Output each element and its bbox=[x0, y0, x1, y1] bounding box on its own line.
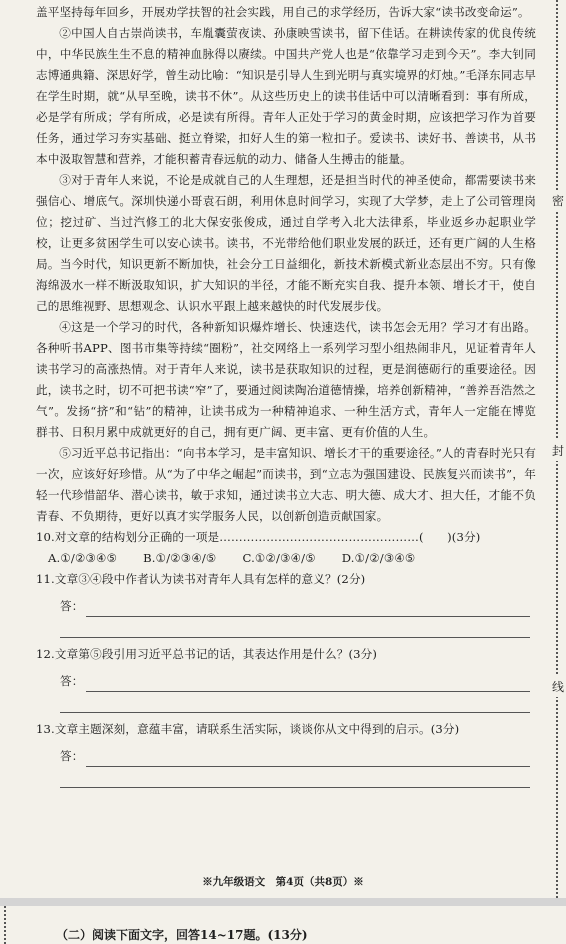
paragraph-4: ④这是一个学习的时代，各种新知识爆炸增长、快速迭代，读书怎会无用？学习才有出路。各种听书APP、图书市集等持续“圈粉”，社交网络上一系列学习型小组热闹非凡，见证着青年人读书学习的高涨热情。对于青年人来说，读书是获取知识的过程，更是润德砺行的重要途径。因此，读书之时，切不可把书读“窄”了，要通过阅读陶冶道德情操，培养创新精神，“善养吾浩然之气”。发扬“挤”和“钻”的精神，让读书成为一种精神追求、一种生活方式，青年人一定能在博览群书、日积月累中成就更好的自己，拥有更广阔、更丰富、更有价值的人生。 bbox=[36, 320, 536, 439]
question-10-options bbox=[36, 548, 536, 569]
question-12: 12.文章第⑤段引用习近平总书记的话，其表达作用是什么？(3分) bbox=[36, 647, 378, 661]
question-13: 13.文章主题深刻，意蕴丰富，请联系生活实际，谈谈你从文中得到的启示。(3分) bbox=[36, 722, 460, 736]
option-c[interactable]: C.①②/③④/⑤ bbox=[242, 551, 316, 565]
answer-label: 答： bbox=[60, 599, 84, 613]
reading-text bbox=[36, 2, 536, 788]
answer-line[interactable] bbox=[60, 767, 530, 788]
option-b[interactable]: B.①/②③④/⑤ bbox=[143, 551, 217, 565]
option-a[interactable]: A.①/②③④⑤ bbox=[48, 551, 118, 565]
option-d[interactable]: D.①/②/③④⑤ bbox=[341, 551, 416, 565]
answer-rule bbox=[86, 752, 530, 767]
answer-field-13[interactable] bbox=[36, 740, 536, 767]
question-11: 11.文章③④段中作者认为读书对青年人具有怎样的意义？(2分) bbox=[36, 572, 366, 586]
section-heading: （二）阅读下面文字，回答14~17题。(13分) bbox=[56, 928, 308, 942]
answer-line[interactable] bbox=[60, 617, 530, 638]
margin-mark-envelope: 封 bbox=[552, 440, 564, 461]
paragraph-1-tail: 盖平坚持每年回乡，开展劝学扶智的社会实践，用自己的求学经历，告诉大家“读书改变命运”。 bbox=[36, 5, 530, 19]
page-footer: ※九年级语文 第4页（共8页）※ bbox=[202, 876, 364, 888]
answer-label: 答： bbox=[60, 674, 84, 688]
answer-rule bbox=[86, 602, 530, 617]
margin-mark-line: 线 bbox=[552, 676, 564, 697]
answer-line[interactable] bbox=[60, 692, 530, 713]
answer-field-11[interactable] bbox=[36, 590, 536, 617]
question-10: 10.对文章的结构划分正确的一项是……………………………………………( )(3分) bbox=[36, 530, 481, 544]
page-divider bbox=[0, 898, 566, 906]
answer-label: 答： bbox=[60, 749, 84, 763]
answer-field-12[interactable] bbox=[36, 665, 536, 692]
answer-rule bbox=[86, 677, 530, 692]
paragraph-2: ②中国人自古崇尚读书，车胤囊萤夜读、孙康映雪读书，留下佳话。在耕读传家的优良传统中，中华民族生生不息的精神血脉得以赓续。中国共产党人也是“依靠学习走到今天”。李大钊同志博通典籍、深思好学，曾生动比喻：“知识是引导人生到光明与真实境界的灯烛。”毛泽东同志早在学生时期，就“从早至晚，读书不休”。从这些历史上的读书佳话中可以清晰看到：事有所成，必是学有所成；学有所成，必是读有所得。青年人正处于学习的黄金时期，应该把学习作为首要任务，通过学习夯实基础、挺立脊梁，扣好人生的第一粒扣子。爱读书、读好书、善读书，从书本中汲取智慧和营养，才能积蓄青春远航的动力、储备人生搏击的能量。 bbox=[36, 26, 536, 166]
paragraph-5: ⑤习近平总书记指出：“向书本学习，是丰富知识、增长才干的重要途径。”人的青春时光只有一次，应该好好珍惜。从“为了中华之崛起”而读书，到“立志为强国建设、民族复兴而读书”，年轻一代珍惜韶华、潜心读书，敏于求知，通过读书立大志、明大德、成大才、担大任，才能不负青春、不负期待，更好以真才实学服务人民，以创新创造贡献国家。 bbox=[36, 446, 536, 523]
binding-line-next bbox=[4, 906, 6, 944]
margin-mark-seal: 密 bbox=[552, 190, 564, 211]
paragraph-3: ③对于青年人来说，不论是成就自己的人生理想，还是担当时代的神圣使命，都需要读书来强信心、增底气。深圳快递小哥袁石朗，利用休息时间学习，实现了大学梦，走上了公司管理岗位；挖过矿、当过汽修工的北大保安张俊成，通过自学考入北大法律系，毕业返乡办起职业学校，让更多贫困学生可以安心读书。读书，不光带给他们职业发展的跃迁，还有更广阔的人生格局。当今时代，知识更新不断加快，社会分工日益细化，新技术新模式新业态层出不穷。只有像海绵汲水一样不断汲取知识，扩大知识的半径，才能不断充实自我、提升本领、增长才干，使自己的思维视野、思想观念、认识水平跟上越来越快的时代发展步伐。 bbox=[36, 173, 536, 313]
